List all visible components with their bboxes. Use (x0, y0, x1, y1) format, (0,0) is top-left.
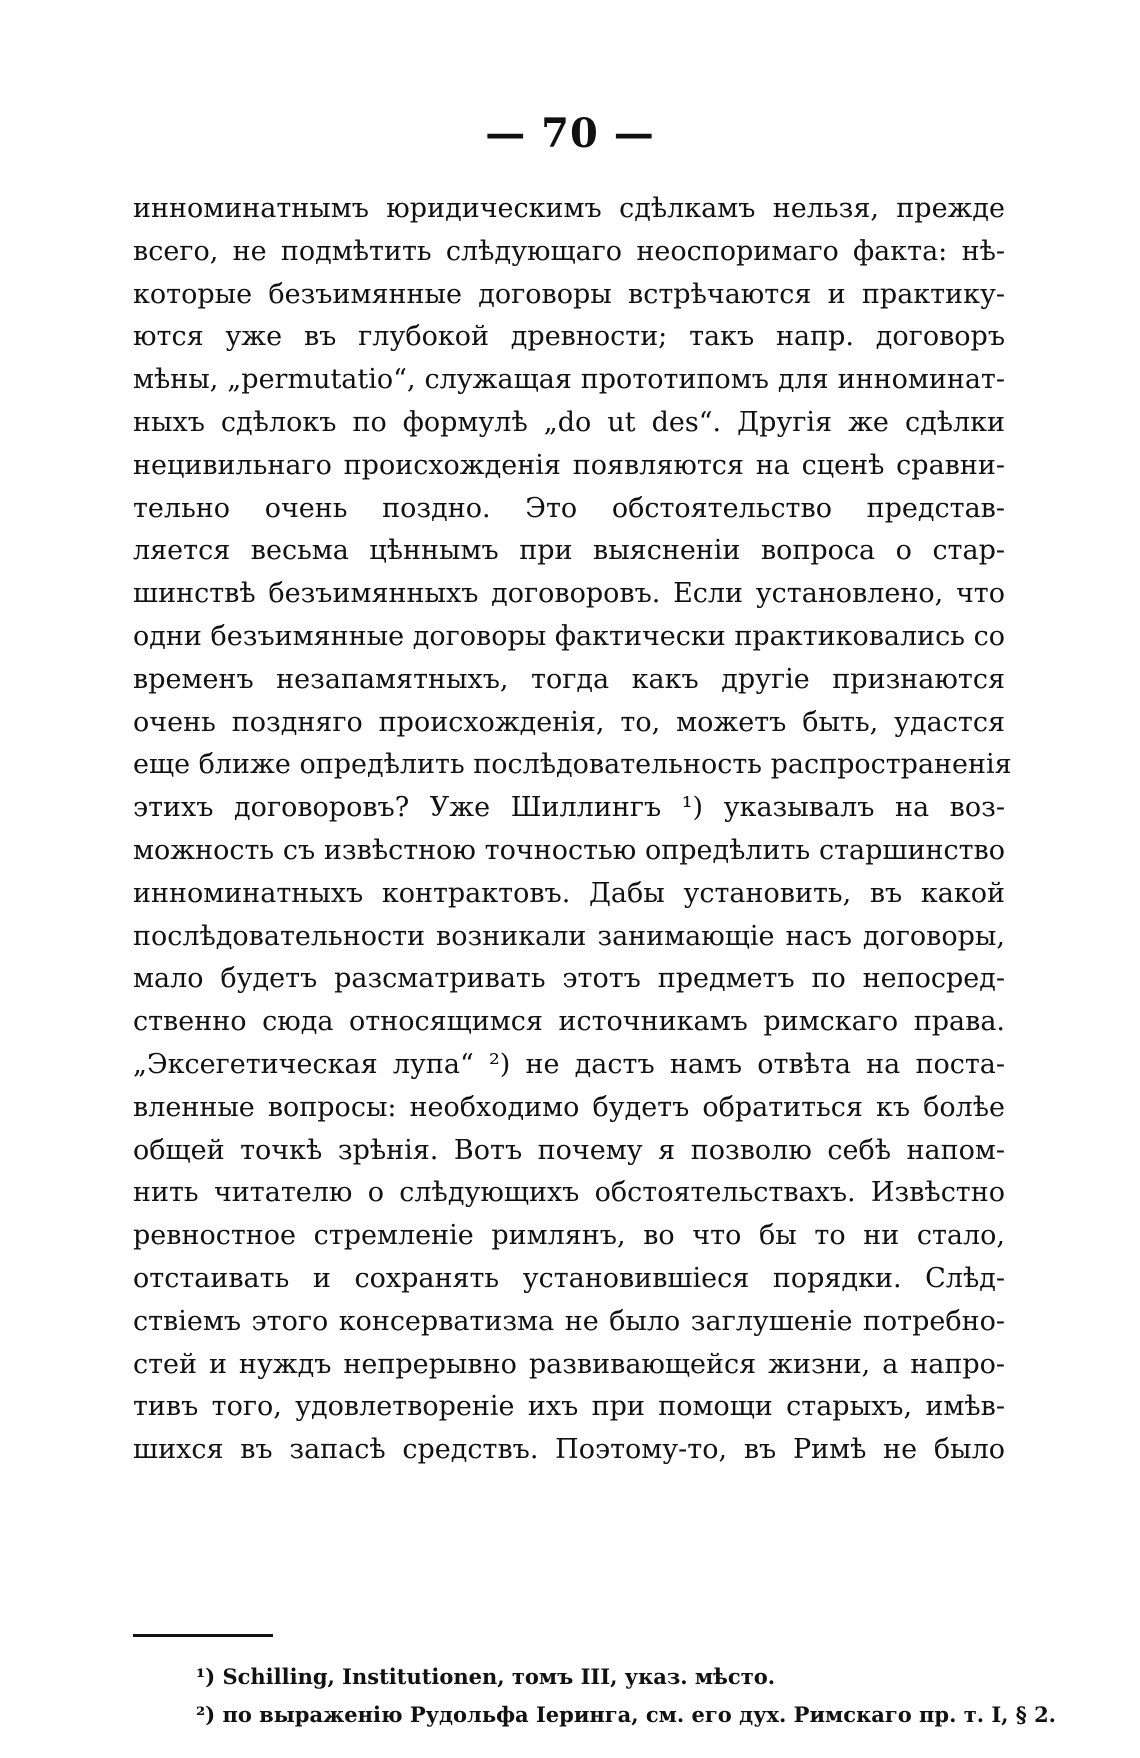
footnotes (196, 1658, 1056, 1734)
text-line: тивъ того, удовлетвореніе ихъ при помощи старыхъ, имѣв- (133, 1391, 1005, 1423)
text-line: временъ незапамятныхъ, тогда какъ другіе признаются (133, 663, 1005, 695)
text-line: ныхъ сдѣлокъ по формулѣ „do ut des“. Другія же сдѣлки (133, 406, 1005, 438)
text-line: „Эксегетическая лупа“ ²) не дастъ намъ отвѣта на поста- (133, 1048, 1005, 1080)
text-line: отстаивать и сохранять установившіеся порядки. Слѣд- (133, 1262, 1005, 1294)
text-line: послѣдовательности возникали занимающіе насъ договоры, (133, 920, 1005, 952)
text-line: мало будетъ разсматривать этотъ предметъ по непосред- (133, 963, 1005, 995)
text-line: шинствѣ безъимянныхъ договоровъ. Если установлено, что (133, 578, 1005, 610)
text-line: нить читателю о слѣдующихъ обстоятельствахъ. Извѣстно (133, 1177, 1005, 1209)
text-line: нецивильнаго происхожденія появляются на сценѣ сравни- (133, 449, 1005, 481)
page-number: — 70 — (485, 110, 655, 157)
text-line: общей точкѣ зрѣнія. Вотъ почему я позволю себѣ напом- (133, 1134, 1005, 1166)
text-line: ственно сюда относящимся источникамъ римскаго права. (133, 1006, 1005, 1038)
text-line: ляется весьма цѣннымъ при выясненіи вопроса о стар- (133, 535, 1005, 567)
footnote-2: ²) по выраженію Рудольфа Іеринга, см. его дух. Римскаго пр. т. I, § 2. (196, 1702, 1056, 1727)
body-text (133, 188, 1012, 1472)
text-line: которые безъимянные договоры встрѣчаются и практику- (133, 278, 1005, 310)
text-line: инноминатныхъ контрактовъ. Дабы установить, въ какой (133, 877, 1005, 909)
text-line: ревностное стремленіе римлянъ, во что бы то ни стало, (133, 1220, 1005, 1252)
text-line: можность съ извѣстною точностью опредѣлить старшинство (133, 834, 1005, 866)
text-line: ствіемъ этого консерватизма не было заглушеніе потребно- (133, 1305, 1005, 1337)
text-line: инноминатнымъ юридическимъ сдѣлкамъ нельзя, прежде (133, 193, 1005, 224)
text-line: всего, не подмѣтить слѣдующаго неоспоримаго факта: нѣ- (133, 235, 1005, 267)
text-line: мѣны, „permutatio“, служащая прототипомъ для инноминат- (133, 364, 1005, 396)
text-line: одни безъимянные договоры фактически практиковались со (133, 620, 1005, 652)
text-line: этихъ договоровъ? Уже Шиллингъ ¹) указывалъ на воз- (133, 792, 1005, 824)
text-line: тельно очень поздно. Это обстоятельство представ- (133, 492, 1005, 524)
text-line: очень поздняго происхожденія, то, можетъ быть, удастся (133, 706, 1005, 738)
text-line: ются уже въ глубокой древности; такъ напр. договоръ (133, 321, 1005, 353)
text-line: вленные вопросы: необходимо будетъ обратиться къ болѣе (133, 1091, 1005, 1123)
footnote-1: ¹) Schilling, Institutionen, томъ III, указ. мѣсто. (196, 1664, 776, 1689)
text-line: шихся въ запасѣ средствъ. Поэтому-то, въ Римѣ не было (133, 1434, 1005, 1466)
footnote-separator (133, 1634, 273, 1637)
text-line: стей и нуждъ непрерывно развивающейся жизни, а напро- (133, 1348, 1005, 1380)
text-line: еще ближе опредѣлить послѣдовательность распространенія (133, 749, 1012, 781)
